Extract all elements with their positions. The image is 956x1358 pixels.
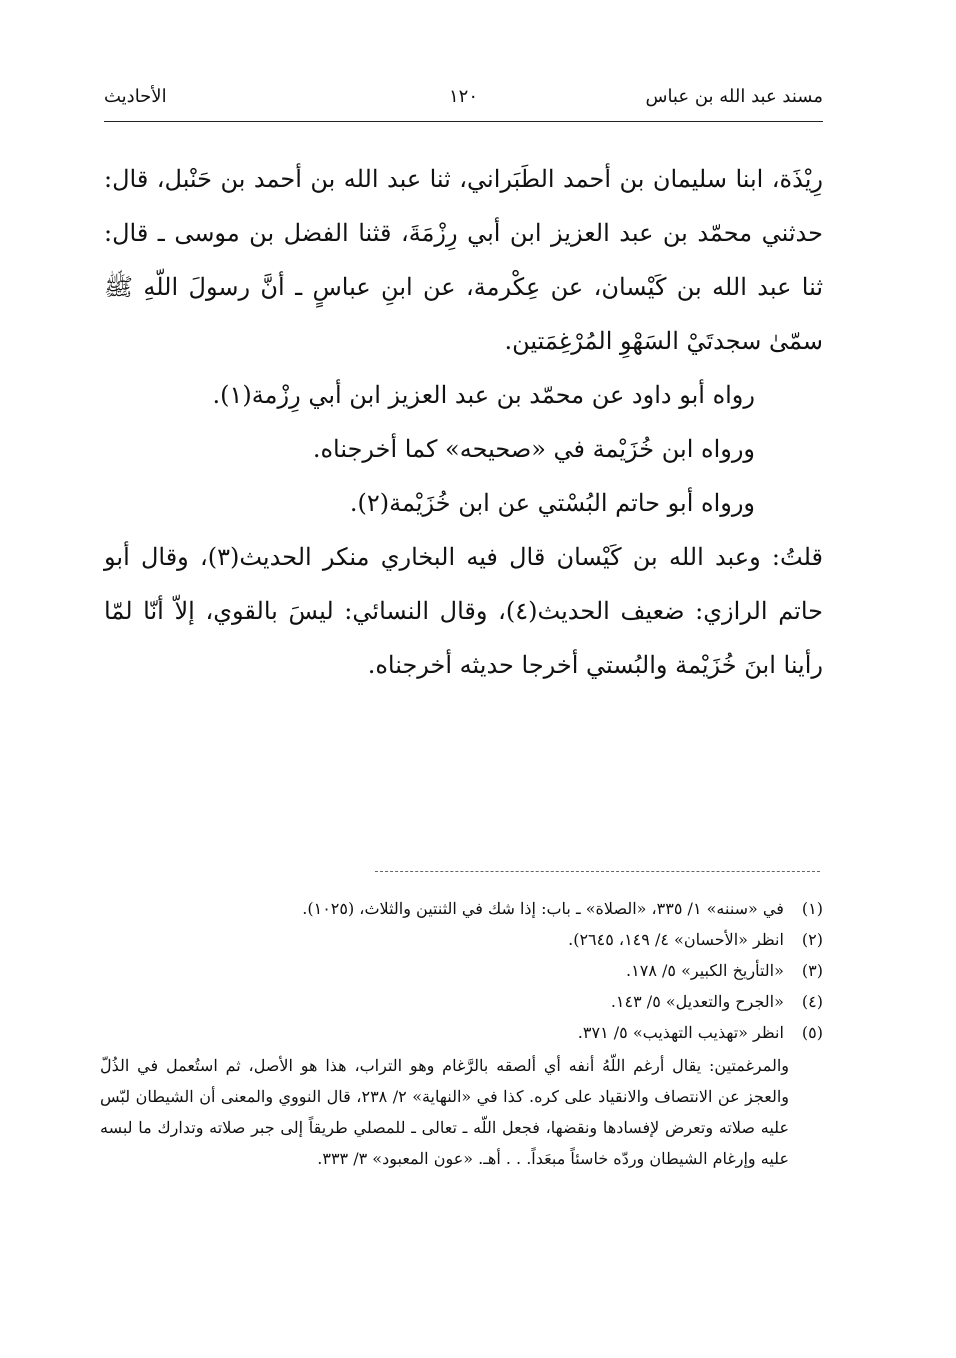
- commentary-paragraph: قلتُ: وعبد الله بن كَيْسان قال فيه البخاري منكر الحديث(٣)، وقال أبو حاتم الرازي: ضعيف الحديث(٤)، وقال النسائي: ليسَ بالقوي، إلاّ أنّا لمّا رأينا ابنَ خُزَيْمة والبُستي أخرجا حديثه أخرجناه.: [104, 543, 823, 679]
- footnotes: [100, 893, 823, 1174]
- footnote-number: (٢): [801, 930, 823, 949]
- footnote-text: في «سننه» ١/ ٣٣٥، «الصلاة» ـ باب: إذا شك في الثنتين والثلاث، (١٠٢٥).: [302, 899, 784, 918]
- main-text: [104, 152, 823, 692]
- hadith-paragraph: رِيْذَة، ابنا سليمان بن أحمد الطَبَراني، ثنا عبد الله بن أحمد بن حَنْبل، قال: حدثني محمّد بن عبد العزيز ابن أبي رِزْمَةَ، قثنا الفضل بن موسى ـ قال: ثنا عبد الله بن كَيْسان، عن عِكْرمة، عن ابنِ عباسٍ ـ أنَّ رسولَ اللّهِ ﷺ سمّىٰ سجدتَيْ السَهْوِ المُرْغِمَتين.: [104, 165, 823, 355]
- footnote-3: [100, 955, 823, 986]
- footnote-text: «التأريخ الكبير» ٥/ ١٧٨.: [626, 961, 784, 980]
- footnote-number: (٣): [801, 961, 823, 980]
- footnote-text: انظر «تهذيب التهذيب» ٥/ ٣٧١.: [577, 1023, 784, 1042]
- narration-line-2: ورواه ابن خُزَيْمة في «صحيحه» كما أخرجناه.: [312, 435, 755, 463]
- footnote-number: (١): [801, 899, 823, 918]
- footnote-4: [100, 986, 823, 1017]
- footnote-number: (٤): [801, 992, 823, 1011]
- narration-line-1: رواه أبو داود عن محمّد بن عبد العزيز ابن أبي رِزْمة(١).: [212, 381, 755, 409]
- footnote-2: [100, 924, 823, 955]
- footnote-5: [100, 1017, 823, 1048]
- header-rule: [104, 121, 823, 122]
- footnote-5-explanation: والمرغمتين: يقال أرغم اللّهُ أنفه أي ألصقه بالرَّغام وهو التراب، هذا هو الأصل، ثم استُعمل في الذُلّ والعجز عن الانتصاف والانقياد على كره. كذا في «النهاية» ٢/ ٢٣٨، قال النووي والمعنى أن الشيطان لبّس عليه صلاته وتعرض لإفسادها ونقضها، فجعل اللّه ـ تعالى ـ للمصلي طريقاً إلى جبر صلاته وتدارك ما لبسه عليه وإرغام الشيطان وردّه خاسئاً مبعَداً. . . أهـ. «عون المعبود» ٣/ ٣٣٣.: [100, 1056, 790, 1168]
- footnote-separator: [375, 871, 820, 872]
- footnote-1: [100, 893, 823, 924]
- footnote-text: انظر «الأحسان» ٤/ ١٤٩، ٢٦٤٥).: [568, 930, 784, 949]
- footnote-text: «الجرح والتعديل» ٥/ ١٤٣.: [610, 992, 784, 1011]
- running-header: [104, 86, 823, 116]
- section-title: الأحاديث: [104, 86, 167, 107]
- page-number: ١٢٠: [448, 86, 478, 107]
- narration-line-3: ورواه أبو حاتم البُسْتي عن ابن خُزَيْمة(٢).: [349, 489, 755, 517]
- footnote-number: (٥): [801, 1023, 823, 1042]
- book-title: مسند عبد الله بن عباس: [645, 86, 823, 107]
